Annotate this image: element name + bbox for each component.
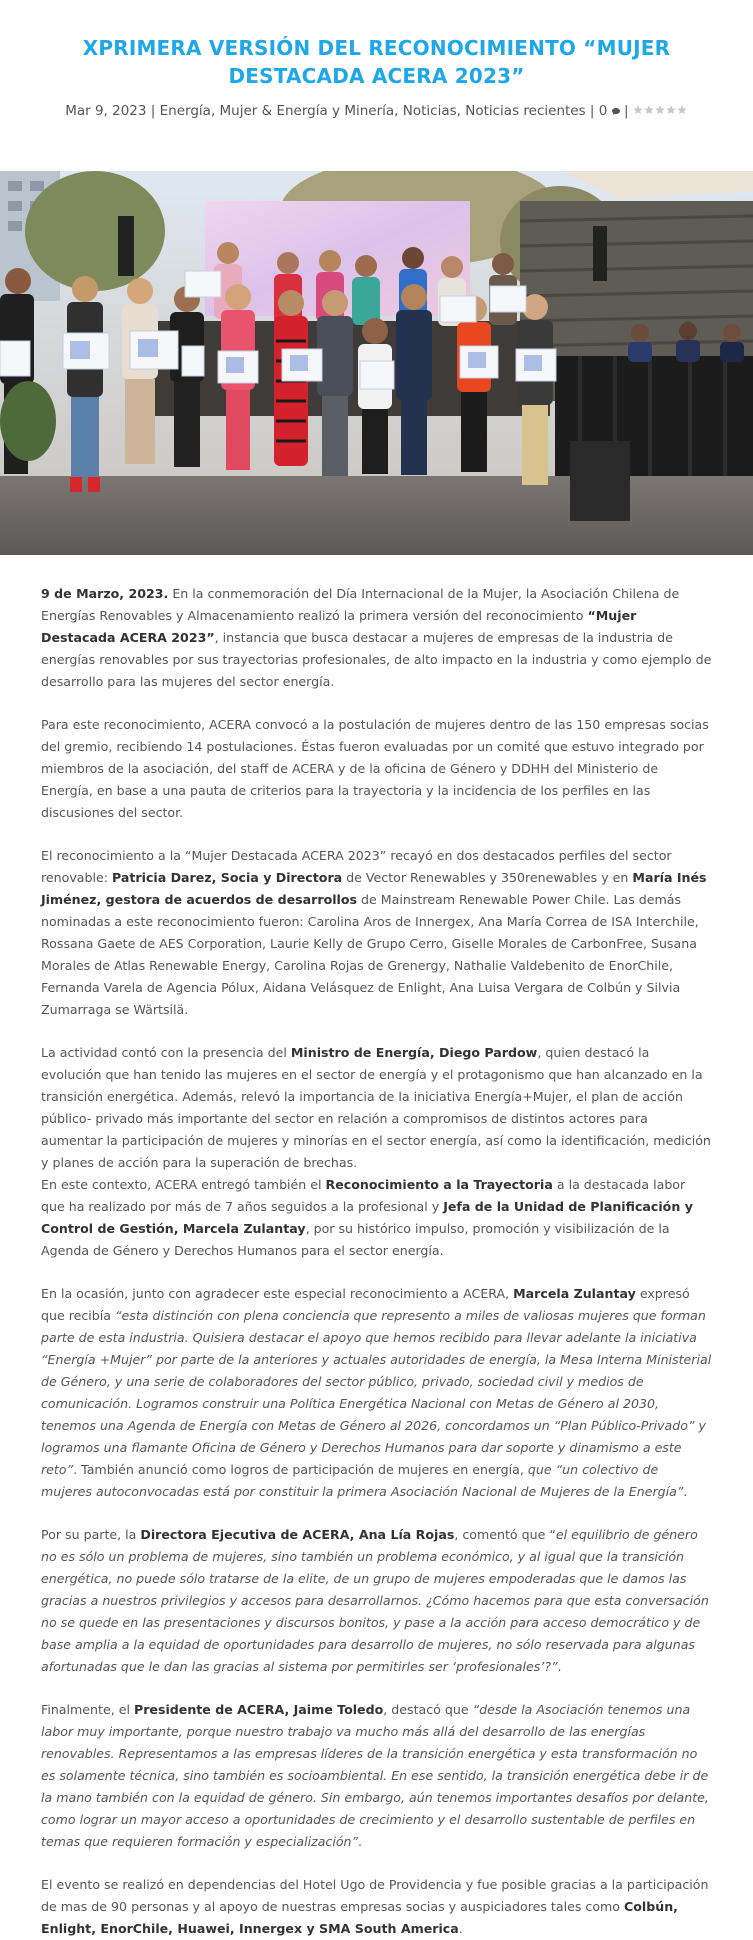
featured-image	[0, 171, 753, 555]
paragraph-ganadoras: El reconocimiento a la “Mujer Destacada ACERA 2023” recayó en dos destacados perfiles del sector renovable: Patricia Darez, Socia y Directora de Vector Renewables y 350renewables y en María Inés Jiménez, gestora de acuerdos de desarrollos de Mainstream Renewable Power Chile. Las demás nominadas a este reconocimiento fueron: Carolina Aros de Innergex, Ana María Correa de ISA Interchile, Rossana Gaete de AES Corporation, Laurie Kelly de Grupo Cerro, Giselle Morales de CarbonFree, Susana Morales de Atlas Renewable Energy, Carolina Rojas de Grenergy, Nathalie Valdebenito de EnorChile, Fernanda Varela de Agencia Pólux, Aidana Velásquez de Enlight, Ana Luisa Vergara de Colbún y Silvia Zumarraga se Wärtsilä.	[41, 848, 707, 1017]
category-link-mujer-energia-mineria[interactable]: Mujer & Energía y Minería	[219, 103, 395, 119]
star-icon	[644, 105, 654, 115]
paragraph-intro: 9 de Marzo, 2023. En la conmemoración del Día Internacional de la Mujer, la Asociación Chilena de Energías Renovables y Almacenamiento realizó la primera versión del reconocimiento “Mujer Destacada ACERA 2023”, instancia que busca destacar a mujeres de empresas de la industria de energías renovables por sus trayectorias profesionales, de alto impacto en la industria y como ejemplo de desarrollo para las mujeres del sector energía.	[41, 586, 712, 689]
post-date: Mar 9, 2023	[65, 103, 147, 119]
paragraph-ministro: La actividad contó con la presencia del Ministro de Energía, Diego Pardow, quien destacó la evolución que han tenido las mujeres en el sector de energía y el protagonismo que han alcanzado en la transición energética. Además, relevó la importancia de la iniciativa Energía+Mujer, el plan de acción público- privado más importante del sector en relación a compromisos de distintos actores para aumentar la participación de mujeres y minorías en el sector energía, así como la identificación, medición y planes de acción para la superación de brechas.	[41, 1045, 711, 1170]
star-icon	[633, 105, 643, 115]
event-group-photo	[0, 171, 753, 555]
paragraph-trayectoria: En este contexto, ACERA entregó también el Reconocimiento a la Trayectoria a la destacada labor que ha realizado por más de 7 años seguidos a la profesional y Jefa de la Unidad de Planificación y Control de Gestión, Marcela Zulantay, por su histórico impulso, promoción y visibilización de la Agenda de Género y Derechos Humanos para el sector energía.	[41, 1177, 693, 1258]
category-link-noticias[interactable]: Noticias	[402, 103, 457, 119]
category-link-energia[interactable]: Energía	[159, 103, 211, 119]
comments-count: 0	[598, 103, 608, 119]
comments-link[interactable]	[599, 103, 620, 119]
category-link-noticias-recientes[interactable]: Noticias recientes	[465, 103, 586, 119]
paragraph-rojas: Por su parte, la Directora Ejecutiva de ACERA, Ana Lía Rojas, comentó que “el equilibrio de género no es sólo un problema de mujeres, sino también un problema económico, y al igual que la transición energética, no puede sólo tratarse de la elite, de un grupo de mujeres empoderadas que le damos las gracias a nuestros privilegios y accesos para desarrollarnos. ¿Cómo hacemos para que esta conversación no se quede en las presentaciones y discursos bonitos, y pase a la acción para acceso democrático y de base amplia a la equidad de oportunidades para desarrollo de mujeres, no sólo reservada para algunas afortunadas que le dan las gracias al sistema por permitirles ser ‘profesionales’?”.	[41, 1527, 709, 1674]
post-header	[0, 0, 753, 121]
paragraph-toledo: Finalmente, el Presidente de ACERA, Jaime Toledo, destacó que “desde la Asociación tenemos una labor muy importante, porque nuestro trabajo va mucho más allá del desarrollo de las energías renovables. Representamos a las empresas líderes de la transición energética y esta transformación no es solamente técnica, sino también es socioambiental. En ese sentido, la transición energética debe ir de la mano también con la equidad de género. Sin embargo, aún tenemos importantes desafíos por delante, como lograr un mayor acceso a oportunidades de crecimiento y el desarrollo sustentable de perfiles en temas que requieren formación y especialización”.	[41, 1702, 709, 1849]
post-body	[0, 583, 753, 1940]
star-icon	[655, 105, 665, 115]
star-icon	[677, 105, 687, 115]
paragraph-zulantay: En la ocasión, junto con agradecer este especial reconocimiento a ACERA, Marcela Zulantay expresó que recibía “esta distinción con plena conciencia que represento a miles de valiosas mujeres que forman parte de esta industria. Quisiera destacar el apoyo que hemos recibido para llevar adelante la iniciativa “Energía +Mujer” por parte de la anteriores y actuales autoridades de energía, la Mesa Interna Ministerial de Género, y una serie de colaboradores del sector público, privado, sociedad civil y medios de comunicación. Logramos construir una Política Energética Nacional con Metas de Género al 2030, tenemos una Agenda de Energía con Metas de Género al 2026, concordamos un “Plan Público-Privado” y logramos una flamante Oficina de Género y Derechos Humanos para dar soporte y dinamismo a este reto”. También anunció como logros de participación de mujeres en energía, que “un colectivo de mujeres autoconvocadas está por constituir la primera Asociación Nacional de Mujeres de la Energía”.	[41, 1286, 712, 1499]
post-meta: Mar 9, 2023 | Energía, Mujer & Energía y Minería, Noticias, Noticias recientes | 0 |	[40, 101, 713, 121]
paragraph-convocatoria: Para este reconocimiento, ACERA convocó a la postulación de mujeres dentro de las 150 empresas socias del gremio, recibiendo 14 postulaciones. Éstas fueron evaluadas por un comité que estuvo integrado por miembros de la asociación, del staff de ACERA y de la oficina de Género y DDHH del Ministerio de Energía, en base a una pauta de criterios para la trayectoria y la incidencia de los perfiles en las discusiones del sector.	[41, 717, 709, 820]
paragraph-cierre: El evento se realizó en dependencias del Hotel Ugo de Providencia y fue posible gracias a la participación de mas de 90 personas y al apoyo de nuestras empresas socias y auspiciadores tales como Colbún, Enlight, EnorChile, Huawei, Innergex y SMA South America.	[41, 1877, 709, 1936]
star-icon	[666, 105, 676, 115]
star-rating	[633, 101, 688, 121]
comment-bubble-icon	[612, 108, 620, 115]
post-title: XPRIMERA VERSIÓN DEL RECONOCIMIENTO “MUJER DESTACADA ACERA 2023”	[82, 36, 671, 88]
